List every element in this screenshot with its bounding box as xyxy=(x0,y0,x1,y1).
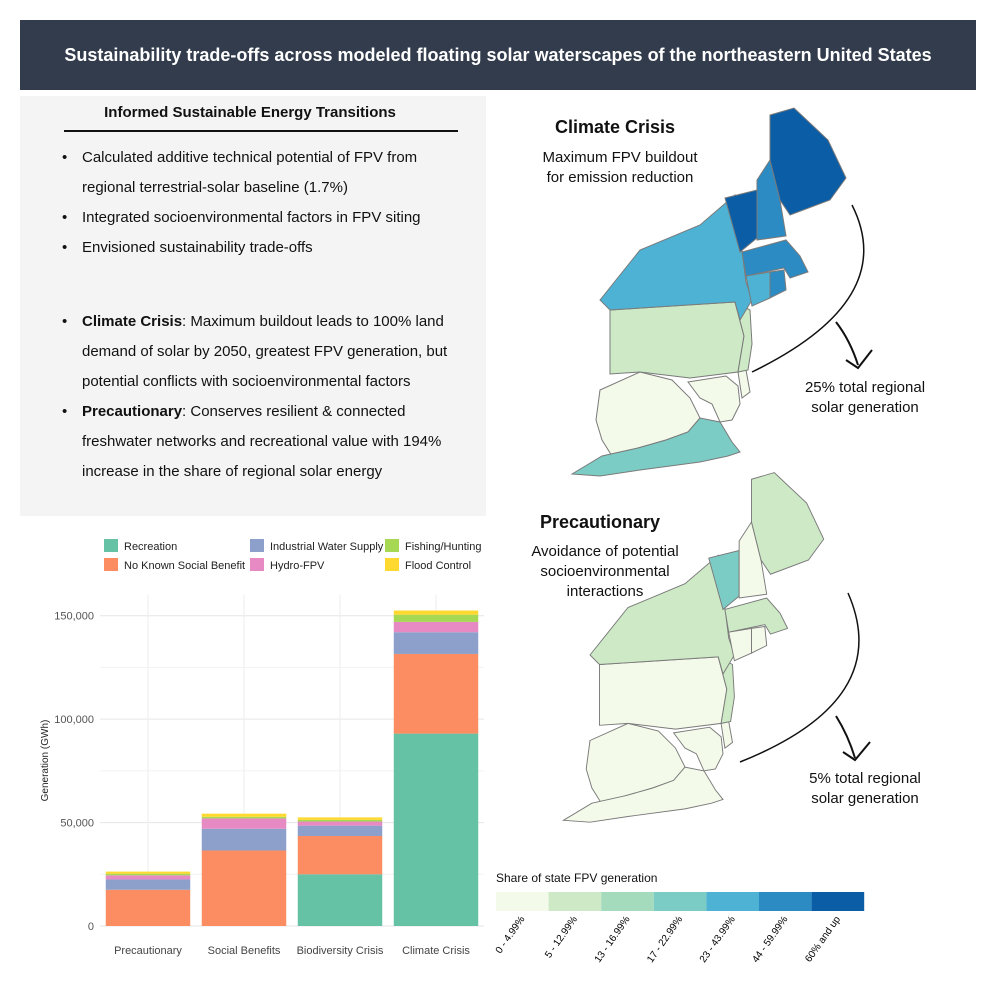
bar-segment xyxy=(298,817,382,819)
map-annotation-line: solar generation xyxy=(811,399,919,416)
legend-label: Recreation xyxy=(124,541,178,553)
bar-segment xyxy=(298,826,382,836)
map-subtitle-line: for emission reduction xyxy=(546,169,694,186)
bar-segment xyxy=(106,872,190,874)
chevron-down-icon xyxy=(836,322,872,368)
state-ri xyxy=(770,270,786,298)
legend-key xyxy=(104,539,118,552)
bar-segment xyxy=(394,734,478,926)
map-climate-crisis xyxy=(572,108,846,476)
figure-title: Sustainability trade-offs across modeled floating solar waterscapes of the northeastern United States xyxy=(64,45,932,65)
x-tick-label: Climate Crisis xyxy=(402,945,470,957)
chevron-down-icon xyxy=(836,716,870,760)
legend-label: Flood Control xyxy=(405,560,472,572)
bar-segment xyxy=(394,632,478,654)
bar-segment xyxy=(298,820,382,822)
legend-swatch xyxy=(759,892,812,911)
bar-segment xyxy=(202,818,286,828)
legend-label: Industrial Water Supply xyxy=(270,541,384,553)
scenario-text: : Conserves resilient & connected freshwater networks and recreational value with 194% increase in the share of regional solar energy xyxy=(82,403,442,480)
state-me xyxy=(770,108,846,215)
scenario-name: Climate Crisis xyxy=(82,313,183,330)
legend-key xyxy=(385,539,399,552)
x-tick-label: Precautionary xyxy=(114,945,182,957)
legend-key xyxy=(385,558,399,571)
y-axis-label: Generation (GWh) xyxy=(40,719,51,802)
bar-segment xyxy=(106,875,190,879)
legend-class-label: 60% and up xyxy=(803,914,843,965)
bar-segment xyxy=(394,615,478,622)
state-ri xyxy=(752,627,767,654)
scenario-text: : Maximum buildout leads to 100% land demand of solar by 2050, greatest FPV generation, but potential conflicts with socioenvironmental factors xyxy=(82,313,448,390)
legend-swatch xyxy=(496,892,549,911)
legend-class-label: 0 - 4.99% xyxy=(493,914,528,956)
method-bullet: • Integrated socioenvironmental factors in FPV siting xyxy=(62,203,472,233)
legend-label: Fishing/Hunting xyxy=(405,541,482,553)
legend-class-label: 17 - 22.99% xyxy=(645,914,686,965)
state-de xyxy=(721,722,732,749)
bar-segment xyxy=(202,814,286,817)
stacked-bar-chart xyxy=(40,539,484,957)
bar-segment xyxy=(106,890,190,926)
y-tick-label: 50,000 xyxy=(60,817,94,830)
map-title-precautionary: Precautionary xyxy=(539,512,661,532)
legend-class-label: 13 - 16.99% xyxy=(592,914,633,965)
state-de xyxy=(738,370,750,398)
legend-swatch xyxy=(549,892,602,911)
map-legend xyxy=(494,892,864,965)
bar-segment xyxy=(298,836,382,874)
x-tick-label: Biodiversity Crisis xyxy=(296,945,384,957)
map-annotation-line: 5% total regional xyxy=(809,770,921,787)
bar-segment xyxy=(394,654,478,734)
bar-segment xyxy=(202,829,286,851)
legend-class-label: 44 - 59.99% xyxy=(750,914,791,965)
map-annotation-line: solar generation xyxy=(811,790,919,807)
map-title-climate: Climate Crisis xyxy=(554,117,676,137)
bar-segment xyxy=(298,874,382,926)
legend-label: No Known Social Benefit xyxy=(124,560,246,572)
map-subtitle-line: Maximum FPV buildout xyxy=(542,149,698,166)
legend-key xyxy=(104,558,118,571)
bar-segment xyxy=(394,611,478,615)
map-subtitle-line: Avoidance of potential xyxy=(531,543,679,560)
bar-segment xyxy=(106,879,190,889)
state-pa xyxy=(610,302,744,378)
state-me xyxy=(752,473,824,575)
method-bullet: • Calculated additive technical potential of FPV from regional terrestrial-solar baseline (1.7%) xyxy=(62,143,472,203)
legend-swatch xyxy=(812,892,865,911)
y-tick-label: 100,000 xyxy=(54,714,94,727)
y-tick-label: 0 xyxy=(87,921,94,933)
legend-class-label: 5 - 12.99% xyxy=(543,914,580,961)
bar-segment xyxy=(394,622,478,632)
state-pa xyxy=(600,657,727,729)
scenario-name: Precautionary xyxy=(82,403,183,420)
legend-class-label: 23 - 43.99% xyxy=(697,914,738,965)
bar-segment xyxy=(106,874,190,876)
legend-key xyxy=(250,558,264,571)
bar-segment xyxy=(298,822,382,826)
legend-swatch xyxy=(654,892,707,911)
summary-heading: Informed Sustainable Energy Transitions xyxy=(104,104,396,121)
bar-segment xyxy=(202,850,286,926)
x-tick-label: Social Benefits xyxy=(207,945,281,957)
map-precautionary xyxy=(563,473,823,823)
map-subtitle-line: interactions xyxy=(566,583,644,600)
legend-swatch xyxy=(601,892,654,911)
map-legend-title: Share of state FPV generation xyxy=(496,871,658,885)
legend-label: Hydro-FPV xyxy=(270,560,325,572)
map-subtitle-line: socioenvironmental xyxy=(540,563,670,580)
legend-swatch xyxy=(706,892,759,911)
map-annotation-line: 25% total regional xyxy=(804,379,926,396)
bar-segment xyxy=(202,817,286,819)
y-tick-label: 150,000 xyxy=(54,610,94,623)
legend-key xyxy=(250,539,264,552)
method-bullet: • Envisioned sustainability trade-offs xyxy=(62,233,472,263)
